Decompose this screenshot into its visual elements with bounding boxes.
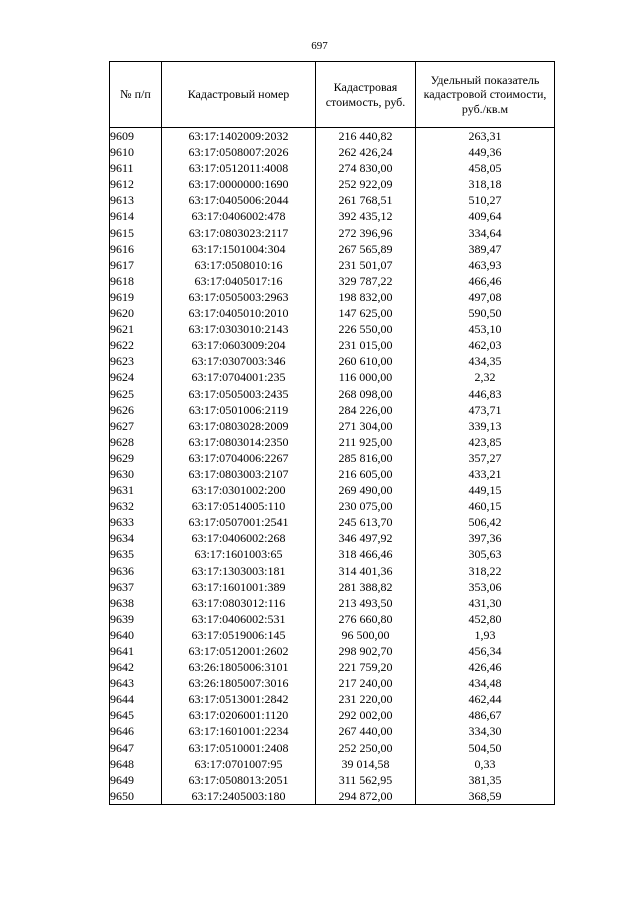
cell-cadastral-cost: 276 660,80 — [316, 611, 416, 627]
cell-cadastral-number: 63:17:0704006:2267 — [162, 450, 316, 466]
cell-row-number: 9646 — [110, 723, 162, 739]
cell-cadastral-cost: 245 613,70 — [316, 514, 416, 530]
cadastral-value-table — [109, 61, 555, 805]
cell-specific-value: 504,50 — [416, 740, 555, 756]
cell-row-number: 9633 — [110, 514, 162, 530]
table-row — [110, 257, 555, 273]
cell-specific-value: 1,93 — [416, 627, 555, 643]
cell-specific-value: 506,42 — [416, 514, 555, 530]
cell-row-number: 9635 — [110, 546, 162, 562]
cell-cadastral-number: 63:17:0307003:346 — [162, 353, 316, 369]
table-row — [110, 305, 555, 321]
cell-row-number: 9621 — [110, 321, 162, 337]
cell-cadastral-number: 63:17:0406002:478 — [162, 208, 316, 224]
cell-cadastral-number: 63:17:0405006:2044 — [162, 192, 316, 208]
table-row — [110, 627, 555, 643]
cell-row-number: 9609 — [110, 128, 162, 145]
table-row — [110, 498, 555, 514]
cell-specific-value: 409,64 — [416, 208, 555, 224]
table-row — [110, 434, 555, 450]
cell-cadastral-number: 63:17:0405017:16 — [162, 273, 316, 289]
cell-cadastral-number: 63:17:1601001:389 — [162, 579, 316, 595]
table-row — [110, 772, 555, 788]
cell-row-number: 9612 — [110, 176, 162, 192]
table-row — [110, 530, 555, 546]
cell-cadastral-cost: 217 240,00 — [316, 675, 416, 691]
table-row — [110, 418, 555, 434]
table-row — [110, 723, 555, 739]
cell-cadastral-number: 63:17:0508010:16 — [162, 257, 316, 273]
cell-cadastral-number: 63:17:0603009:204 — [162, 337, 316, 353]
cell-cadastral-number: 63:17:0501006:2119 — [162, 402, 316, 418]
cell-cadastral-number: 63:17:0508007:2026 — [162, 144, 316, 160]
cell-specific-value: 357,27 — [416, 450, 555, 466]
table-row — [110, 466, 555, 482]
cell-cadastral-number: 63:17:0514005:110 — [162, 498, 316, 514]
cell-row-number: 9614 — [110, 208, 162, 224]
cell-specific-value: 397,36 — [416, 530, 555, 546]
table-row — [110, 208, 555, 224]
cell-specific-value: 497,08 — [416, 289, 555, 305]
cell-cadastral-cost: 268 098,00 — [316, 386, 416, 402]
table-row — [110, 595, 555, 611]
cell-cadastral-cost: 252 250,00 — [316, 740, 416, 756]
table-row — [110, 546, 555, 562]
cell-cadastral-cost: 221 759,20 — [316, 659, 416, 675]
cell-cadastral-cost: 252 922,09 — [316, 176, 416, 192]
cell-cadastral-number: 63:17:0512011:4008 — [162, 160, 316, 176]
table-header-row — [110, 62, 555, 128]
cell-row-number: 9616 — [110, 241, 162, 257]
cell-specific-value: 2,32 — [416, 369, 555, 385]
cell-specific-value: 353,06 — [416, 579, 555, 595]
cell-cadastral-cost: 96 500,00 — [316, 627, 416, 643]
cell-cadastral-number: 63:17:0519006:145 — [162, 627, 316, 643]
cell-specific-value: 590,50 — [416, 305, 555, 321]
table-row — [110, 369, 555, 385]
cell-cadastral-cost: 298 902,70 — [316, 643, 416, 659]
cell-row-number: 9650 — [110, 788, 162, 805]
cell-specific-value: 368,59 — [416, 788, 555, 805]
cell-cadastral-cost: 271 304,00 — [316, 418, 416, 434]
cell-cadastral-cost: 311 562,95 — [316, 772, 416, 788]
cell-cadastral-number: 63:17:1501004:304 — [162, 241, 316, 257]
cell-cadastral-number: 63:17:0513001:2842 — [162, 691, 316, 707]
cell-cadastral-cost: 274 830,00 — [316, 160, 416, 176]
cell-cadastral-cost: 267 440,00 — [316, 723, 416, 739]
cell-cadastral-cost: 260 610,00 — [316, 353, 416, 369]
cell-specific-value: 0,33 — [416, 756, 555, 772]
cell-specific-value: 263,31 — [416, 128, 555, 145]
cell-row-number: 9647 — [110, 740, 162, 756]
cell-cadastral-number: 63:17:0507001:2541 — [162, 514, 316, 530]
cell-row-number: 9637 — [110, 579, 162, 595]
cell-row-number: 9630 — [110, 466, 162, 482]
cell-specific-value: 318,22 — [416, 563, 555, 579]
cell-specific-value: 318,18 — [416, 176, 555, 192]
cell-cadastral-cost: 39 014,58 — [316, 756, 416, 772]
cell-cadastral-cost: 216 605,00 — [316, 466, 416, 482]
cell-row-number: 9611 — [110, 160, 162, 176]
cell-cadastral-cost: 116 000,00 — [316, 369, 416, 385]
cell-row-number: 9618 — [110, 273, 162, 289]
cell-row-number: 9641 — [110, 643, 162, 659]
cell-cadastral-cost: 231 501,07 — [316, 257, 416, 273]
cell-cadastral-number: 63:26:1805007:3016 — [162, 675, 316, 691]
table-row — [110, 740, 555, 756]
cell-cadastral-number: 63:17:0803014:2350 — [162, 434, 316, 450]
table-row — [110, 289, 555, 305]
cell-cadastral-number: 63:17:1402009:2032 — [162, 128, 316, 145]
cell-specific-value: 473,71 — [416, 402, 555, 418]
cell-cadastral-cost: 230 075,00 — [316, 498, 416, 514]
header-cadastral-cost: Кадастровая стоимость, руб. — [316, 62, 416, 128]
cell-cadastral-cost: 294 872,00 — [316, 788, 416, 805]
table-row — [110, 691, 555, 707]
cell-row-number: 9645 — [110, 707, 162, 723]
cell-specific-value: 334,64 — [416, 225, 555, 241]
cell-cadastral-number: 63:17:0406002:531 — [162, 611, 316, 627]
cell-row-number: 9642 — [110, 659, 162, 675]
cell-cadastral-number: 63:17:0505003:2435 — [162, 386, 316, 402]
cell-cadastral-cost: 216 440,82 — [316, 128, 416, 145]
cell-specific-value: 426,46 — [416, 659, 555, 675]
cell-cadastral-cost: 147 625,00 — [316, 305, 416, 321]
cell-cadastral-number: 63:17:1303003:181 — [162, 563, 316, 579]
cell-cadastral-cost: 267 565,89 — [316, 241, 416, 257]
table-row — [110, 514, 555, 530]
cell-specific-value: 423,85 — [416, 434, 555, 450]
cell-row-number: 9632 — [110, 498, 162, 514]
cell-cadastral-cost: 281 388,82 — [316, 579, 416, 595]
cell-row-number: 9648 — [110, 756, 162, 772]
cell-specific-value: 462,03 — [416, 337, 555, 353]
cell-cadastral-number: 63:17:0701007:95 — [162, 756, 316, 772]
header-specific-value: Удельный показатель кадастровой стоимости, руб./кв.м — [416, 62, 555, 128]
cell-specific-value: 389,47 — [416, 241, 555, 257]
header-row-number: № п/п — [110, 62, 162, 128]
cell-specific-value: 463,93 — [416, 257, 555, 273]
cell-row-number: 9622 — [110, 337, 162, 353]
cell-row-number: 9636 — [110, 563, 162, 579]
cell-row-number: 9629 — [110, 450, 162, 466]
cell-cadastral-number: 63:17:0510001:2408 — [162, 740, 316, 756]
cell-cadastral-cost: 211 925,00 — [316, 434, 416, 450]
cell-cadastral-cost: 329 787,22 — [316, 273, 416, 289]
cell-row-number: 9628 — [110, 434, 162, 450]
cell-cadastral-cost: 198 832,00 — [316, 289, 416, 305]
cell-row-number: 9627 — [110, 418, 162, 434]
table-row — [110, 353, 555, 369]
table-row — [110, 611, 555, 627]
cell-cadastral-cost: 261 768,51 — [316, 192, 416, 208]
cell-row-number: 9639 — [110, 611, 162, 627]
cell-row-number: 9619 — [110, 289, 162, 305]
cell-cadastral-number: 63:17:0803012:116 — [162, 595, 316, 611]
table-row — [110, 579, 555, 595]
cell-cadastral-cost: 269 490,00 — [316, 482, 416, 498]
cell-specific-value: 433,21 — [416, 466, 555, 482]
table-row — [110, 707, 555, 723]
cell-specific-value: 434,35 — [416, 353, 555, 369]
cell-row-number: 9634 — [110, 530, 162, 546]
cell-cadastral-cost: 231 015,00 — [316, 337, 416, 353]
cell-specific-value: 434,48 — [416, 675, 555, 691]
table-row — [110, 128, 555, 145]
cell-cadastral-number: 63:17:0508013:2051 — [162, 772, 316, 788]
table-row — [110, 160, 555, 176]
cell-specific-value: 466,46 — [416, 273, 555, 289]
cell-specific-value: 334,30 — [416, 723, 555, 739]
cell-row-number: 9620 — [110, 305, 162, 321]
cell-cadastral-number: 63:17:0704001:235 — [162, 369, 316, 385]
table-row — [110, 337, 555, 353]
cell-cadastral-number: 63:17:0303010:2143 — [162, 321, 316, 337]
cell-row-number: 9615 — [110, 225, 162, 241]
table-row — [110, 402, 555, 418]
cell-cadastral-number: 63:17:1601001:2234 — [162, 723, 316, 739]
cell-row-number: 9625 — [110, 386, 162, 402]
cell-cadastral-cost: 346 497,92 — [316, 530, 416, 546]
cell-row-number: 9638 — [110, 595, 162, 611]
table-row — [110, 144, 555, 160]
cell-cadastral-number: 63:17:0405010:2010 — [162, 305, 316, 321]
cell-specific-value: 446,83 — [416, 386, 555, 402]
cell-specific-value: 449,15 — [416, 482, 555, 498]
cell-cadastral-number: 63:17:0206001:1120 — [162, 707, 316, 723]
cell-cadastral-number: 63:17:0803023:2117 — [162, 225, 316, 241]
table-row — [110, 643, 555, 659]
cell-specific-value: 452,80 — [416, 611, 555, 627]
cell-specific-value: 381,35 — [416, 772, 555, 788]
cell-row-number: 9644 — [110, 691, 162, 707]
cell-cadastral-number: 63:17:0803003:2107 — [162, 466, 316, 482]
cell-row-number: 9626 — [110, 402, 162, 418]
table-body — [110, 128, 555, 805]
header-cadastral-number: Кадастровый номер — [162, 62, 316, 128]
cell-cadastral-cost: 262 426,24 — [316, 144, 416, 160]
cell-cadastral-cost: 226 550,00 — [316, 321, 416, 337]
table-row — [110, 788, 555, 805]
cell-cadastral-number: 63:17:2405003:180 — [162, 788, 316, 805]
cell-cadastral-cost: 292 002,00 — [316, 707, 416, 723]
table-row — [110, 756, 555, 772]
table-row — [110, 176, 555, 192]
table-row — [110, 450, 555, 466]
cell-specific-value: 456,34 — [416, 643, 555, 659]
cell-row-number: 9631 — [110, 482, 162, 498]
cell-specific-value: 431,30 — [416, 595, 555, 611]
cell-specific-value: 453,10 — [416, 321, 555, 337]
cell-cadastral-cost: 213 493,50 — [316, 595, 416, 611]
table-row — [110, 563, 555, 579]
cell-cadastral-number: 63:17:0512001:2602 — [162, 643, 316, 659]
table-row — [110, 225, 555, 241]
cell-specific-value: 460,15 — [416, 498, 555, 514]
cell-specific-value: 510,27 — [416, 192, 555, 208]
cell-cadastral-cost: 231 220,00 — [316, 691, 416, 707]
cell-row-number: 9613 — [110, 192, 162, 208]
cell-row-number: 9643 — [110, 675, 162, 691]
table-row — [110, 321, 555, 337]
cell-cadastral-cost: 318 466,46 — [316, 546, 416, 562]
cell-row-number: 9610 — [110, 144, 162, 160]
table-row — [110, 273, 555, 289]
cell-cadastral-number: 63:17:0803028:2009 — [162, 418, 316, 434]
cell-cadastral-number: 63:17:0000000:1690 — [162, 176, 316, 192]
cell-row-number: 9624 — [110, 369, 162, 385]
table-row — [110, 386, 555, 402]
table-row — [110, 675, 555, 691]
cell-specific-value: 305,63 — [416, 546, 555, 562]
cell-cadastral-cost: 272 396,96 — [316, 225, 416, 241]
cell-row-number: 9623 — [110, 353, 162, 369]
cell-cadastral-cost: 392 435,12 — [316, 208, 416, 224]
cell-cadastral-number: 63:17:0301002:200 — [162, 482, 316, 498]
cell-cadastral-cost: 285 816,00 — [316, 450, 416, 466]
page-number: 697 — [311, 40, 328, 52]
cell-cadastral-number: 63:17:1601003:65 — [162, 546, 316, 562]
table-row — [110, 482, 555, 498]
cell-specific-value: 462,44 — [416, 691, 555, 707]
cell-row-number: 9649 — [110, 772, 162, 788]
cell-cadastral-number: 63:17:0406002:268 — [162, 530, 316, 546]
cell-row-number: 9617 — [110, 257, 162, 273]
table-row — [110, 241, 555, 257]
cell-specific-value: 458,05 — [416, 160, 555, 176]
cell-row-number: 9640 — [110, 627, 162, 643]
cell-specific-value: 449,36 — [416, 144, 555, 160]
table-row — [110, 659, 555, 675]
cell-cadastral-number: 63:17:0505003:2963 — [162, 289, 316, 305]
cell-specific-value: 339,13 — [416, 418, 555, 434]
cell-cadastral-number: 63:26:1805006:3101 — [162, 659, 316, 675]
cell-cadastral-cost: 284 226,00 — [316, 402, 416, 418]
table-row — [110, 192, 555, 208]
cell-specific-value: 486,67 — [416, 707, 555, 723]
cell-cadastral-cost: 314 401,36 — [316, 563, 416, 579]
